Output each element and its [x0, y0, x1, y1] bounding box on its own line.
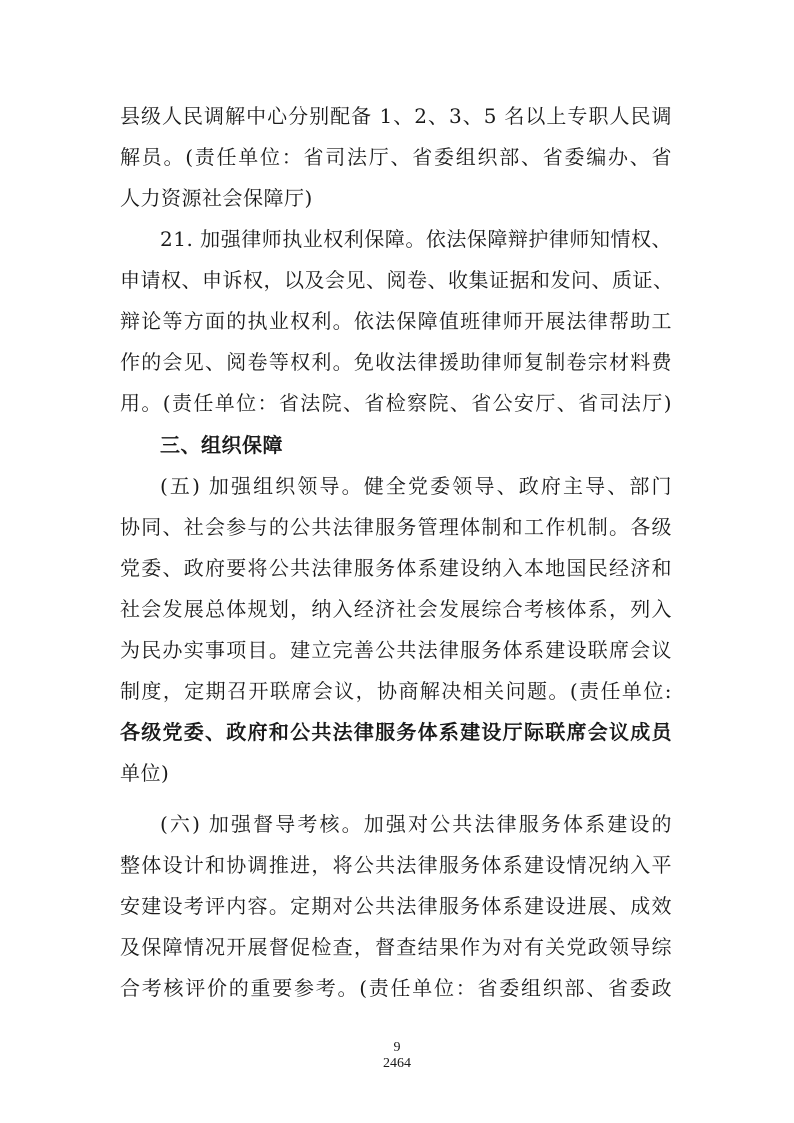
text-line: 申请权、申诉权，以及会见、阅卷、收集证据和发问、质证、	[120, 268, 674, 292]
text-line: 协同、社会参与的公共法律服务管理体制和工作机制。各级	[120, 515, 672, 539]
text-line: 合考核评价的重要参考。(责任单位：省委组织部、省委政	[120, 976, 672, 1000]
paragraph-first-line: 21. 加强律师执业权利保障。依法保障辩护律师知情权、	[160, 227, 672, 251]
text-line: 社会发展总体规划，纳入经济社会发展综合考核体系，列入	[120, 597, 672, 621]
text-line: 为民办实事项目。建立完善公共法律服务体系建设联席会议	[120, 638, 672, 662]
text-line: 单位)	[120, 761, 170, 785]
paragraph-first-line: (五) 加强组织领导。健全党委领导、政府主导、部门	[160, 474, 672, 498]
paragraph-first-line: (六) 加强督导考核。加强对公共法律服务体系建设的	[160, 812, 672, 836]
text-line: 党委、政府要将公共法律服务体系建设纳入本地国民经济和	[120, 556, 672, 580]
text-line: 作的会见、阅卷等权利。免收法律援助律师复制卷宗材料费	[120, 350, 672, 374]
text-line: 用。(责任单位：省法院、省检察院、省公安厅、省司法厅)	[120, 391, 672, 415]
text-line: 制度，定期召开联席会议，协商解决相关问题。(责任单位:	[120, 679, 672, 703]
page-number: 9	[393, 1040, 401, 1055]
text-line: 各级党委、政府和公共法律服务体系建设厅际联席会议成员	[120, 720, 672, 744]
text-line: 解员。(责任单位：省司法厅、省委组织部、省委编办、省	[120, 145, 672, 169]
text-line: 及保障情况开展督促检查，督查结果作为对有关党政领导综	[120, 935, 672, 959]
text-line: 安建设考评内容。定期对公共法律服务体系建设进展、成效	[120, 894, 672, 918]
text-line: 县级人民调解中心分别配备 1、2、3、5 名以上专职人民调	[120, 104, 672, 128]
text-line: 辩论等方面的执业权利。依法保障值班律师开展法律帮助工	[120, 309, 672, 333]
text-line: 整体设计和协调推进，将公共法律服务体系建设情况纳入平	[120, 853, 672, 877]
text-line: 人力资源社会保障厅)	[120, 186, 313, 210]
section-heading: 三、组织保障	[160, 433, 283, 457]
global-page-number: 2464	[383, 1056, 411, 1071]
